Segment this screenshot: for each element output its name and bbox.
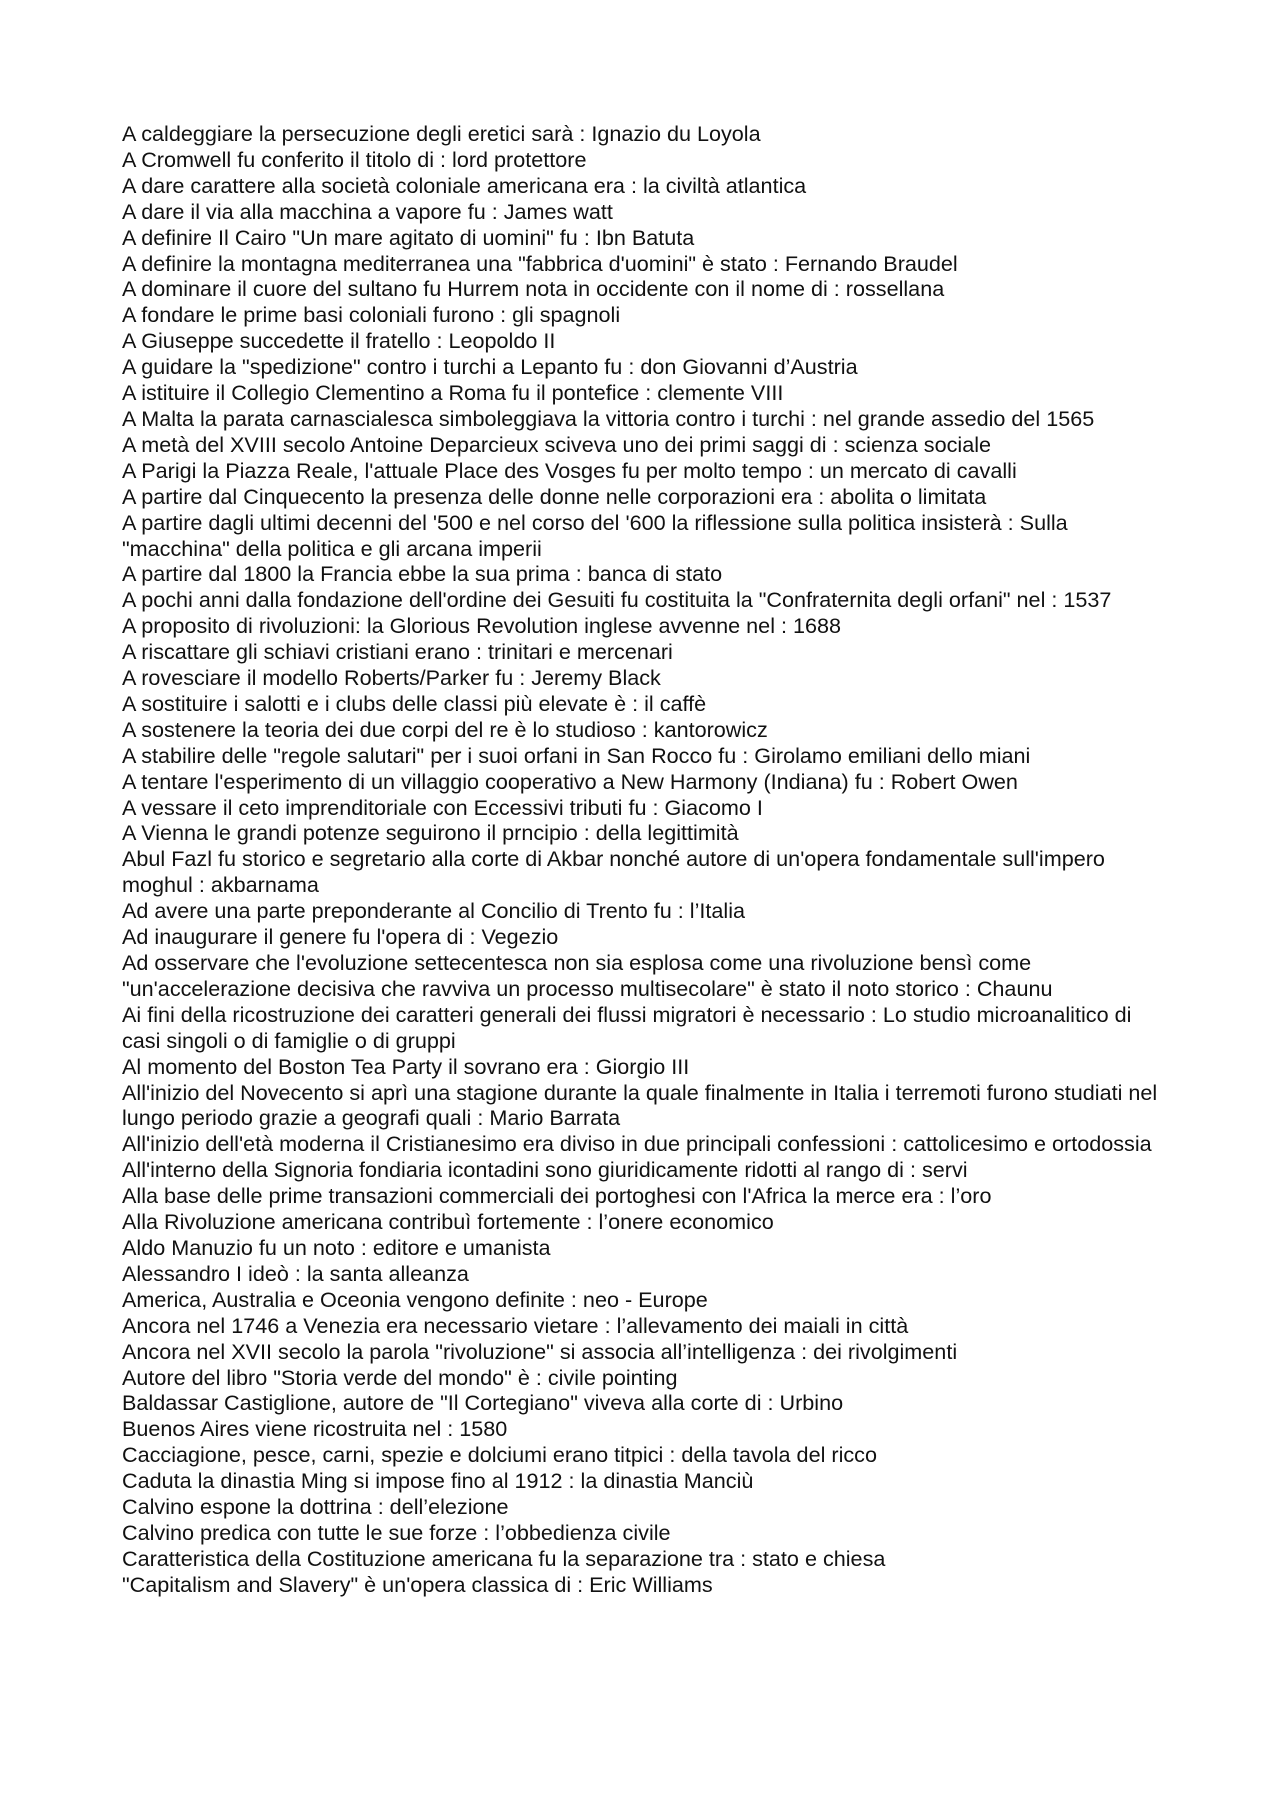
qa-entry: A sostituire i salotti e i clubs delle classi più elevate è : il caffè	[122, 690, 707, 716]
qa-entry: America, Australia e Oceonia vengono definite : neo - Europe	[122, 1286, 708, 1312]
qa-entry: Aldo Manuzio fu un noto : editore e umanista	[122, 1234, 551, 1260]
qa-entry: Calvino predica con tutte le sue forze : l’obbedienza civile	[122, 1519, 671, 1545]
qa-entry: A rovesciare il modello Roberts/Parker fu : Jeremy Black	[122, 665, 661, 691]
qa-entry: A Cromwell fu conferito il titolo di : lord protettore	[122, 146, 587, 172]
qa-entry: A dare il via alla macchina a vapore fu : James watt	[122, 198, 613, 224]
qa-entry: Ad osservare che l'evoluzione settecentesca non sia esplosa come una rivoluzione bensì come "un'accelerazione decisiva che ravviva un processo multisecolare" è stato il noto storico : Chaunu	[122, 950, 1053, 1001]
qa-entry: Alla base delle prime transazioni commerciali dei portoghesi con l'Africa la merce era : l’oro	[122, 1183, 992, 1209]
qa-entry: Alla Rivoluzione americana contribuì fortemente : l’onere economico	[122, 1209, 774, 1235]
qa-entry: Autore del libro "Storia verde del mondo" è : civile pointing	[122, 1364, 678, 1390]
qa-entry: A vessare il ceto imprenditoriale con Eccessivi tributi fu : Giacomo I	[122, 794, 763, 820]
qa-entry: A caldeggiare la persecuzione degli eretici sarà : Ignazio du Loyola	[122, 121, 761, 146]
qa-entry: Al momento del Boston Tea Party il sovrano era : Giorgio III	[122, 1053, 690, 1079]
qa-entry: A partire dal Cinquecento la presenza delle donne nelle corporazioni era : abolita o limitata	[122, 483, 987, 509]
qa-entry: Alessandro I ideò : la santa alleanza	[122, 1260, 469, 1286]
qa-entry: Ancora nel XVII secolo la parola "rivoluzione" si associa all’intelligenza : dei rivolgimenti	[122, 1338, 958, 1364]
qa-entry: Ad inaugurare il genere fu l'opera di : Vegezio	[122, 924, 559, 950]
qa-entry: A stabilire delle "regole salutari" per i suoi orfani in San Rocco fu : Girolamo emiliani dello miani	[122, 742, 1031, 768]
qa-entry: Caratteristica della Costituzione americana fu la separazione tra : stato e chiesa	[122, 1545, 886, 1571]
qa-entry: Cacciagione, pesce, carni, spezie e dolciumi erano titpici : della tavola del ricco	[122, 1442, 877, 1468]
qa-entry: Calvino espone la dottrina : dell’elezione	[122, 1494, 509, 1520]
qa-entry: Ad avere una parte preponderante al Concilio di Trento fu : l’Italia	[122, 898, 746, 924]
qa-entry: A partire dal 1800 la Francia ebbe la sua prima : banca di stato	[122, 561, 723, 587]
qa-entry: A guidare la "spedizione" contro i turchi a Lepanto fu : don Giovanni d’Austria	[122, 354, 858, 380]
qa-entry: A proposito di rivoluzioni: la Glorious Revolution inglese avvenne nel : 1688	[122, 613, 842, 639]
qa-entry: Ancora nel 1746 a Venezia era necessario vietare : l’allevamento dei maiali in città	[122, 1312, 909, 1338]
qa-entry: A istituire il Collegio Clementino a Roma fu il pontefice : clemente VIII	[122, 380, 784, 406]
qa-entry: A Vienna le grandi potenze seguirono il prncipio : della legittimità	[122, 820, 739, 846]
qa-entry: A Malta la parata carnascialesca simboleggiava la vittoria contro i turchi : nel grande assedio del 1565	[122, 405, 1095, 431]
qa-entry: Abul Fazl fu storico e segretario alla corte di Akbar nonché autore di un'opera fondamentale sull'impero moghul : akbarnama	[122, 846, 1105, 898]
qa-entry: A tentare l'esperimento di un villaggio cooperativo a New Harmony (Indiana) fu : Robert Owen	[122, 768, 1018, 794]
qa-entry: All'interno della Signoria fondiaria icontadini sono giuridicamente ridotti al rango di : servi	[122, 1157, 968, 1183]
qa-entry: All'inizio dell'età moderna il Cristianesimo era diviso in due principali confessioni : cattolicesimo e ortodossia	[122, 1131, 1152, 1157]
qa-entry: A fondare le prime basi coloniali furono : gli spagnoli	[122, 302, 621, 328]
qa-entry: A Giuseppe succedette il fratello : Leopoldo II	[122, 328, 556, 354]
qa-entry: A dare carattere alla società coloniale americana era : la civiltà atlantica	[122, 172, 807, 198]
qa-entry: A metà del XVIII secolo Antoine Deparcieux sciveva uno dei primi saggi di : scienza sociale	[122, 431, 992, 457]
qa-entry: All'inizio del Novecento si aprì una stagione durante la quale finalmente in Italia i terremoti furono studiati nel lungo periodo grazie a geografi quali : Mario Barrata	[122, 1079, 1158, 1131]
qa-entry: A riscattare gli schiavi cristiani erano : trinitari e mercenari	[122, 639, 673, 665]
qa-entry: Baldassar Castiglione, autore de "Il Cortegiano" viveva alla corte di : Urbino	[122, 1390, 844, 1416]
qa-list	[122, 121, 1172, 1598]
qa-entry: A pochi anni dalla fondazione dell'ordine dei Gesuiti fu costituita la "Confraternita degli orfani" nel : 1537	[122, 587, 1112, 613]
qa-entry: A dominare il cuore del sultano fu Hurrem nota in occidente con il nome di : rossellana	[122, 276, 945, 302]
qa-entry: A Parigi la Piazza Reale, l'attuale Place des Vosges fu per molto tempo : un mercato di cavalli	[122, 457, 1017, 483]
qa-entry: "Capitalism and Slavery" è un'opera classica di : Eric Williams	[122, 1571, 713, 1597]
qa-entry: Buenos Aires viene ricostruita nel : 1580	[122, 1416, 508, 1442]
qa-entry: A definire Il Cairo "Un mare agitato di uomini" fu : Ibn Batuta	[122, 224, 695, 250]
qa-entry: A partire dagli ultimi decenni del '500 e nel corso del '600 la riflessione sulla politica insisterà : Sulla "macchina" della politica e gli arcana imperii	[122, 509, 1068, 561]
qa-entry: Ai fini della ricostruzione dei caratteri generali dei flussi migratori è necessario : Lo studio microanalitico di casi singoli o di famiglie o di gruppi	[122, 1001, 1132, 1053]
qa-entry: A sostenere la teoria dei due corpi del re è lo studioso : kantorowicz	[122, 716, 768, 742]
qa-entry: Caduta la dinastia Ming si impose fino al 1912 : la dinastia Manciù	[122, 1468, 754, 1494]
qa-entry: A definire la montagna mediterranea una "fabbrica d'uomini" è stato : Fernando Braudel	[122, 250, 958, 276]
